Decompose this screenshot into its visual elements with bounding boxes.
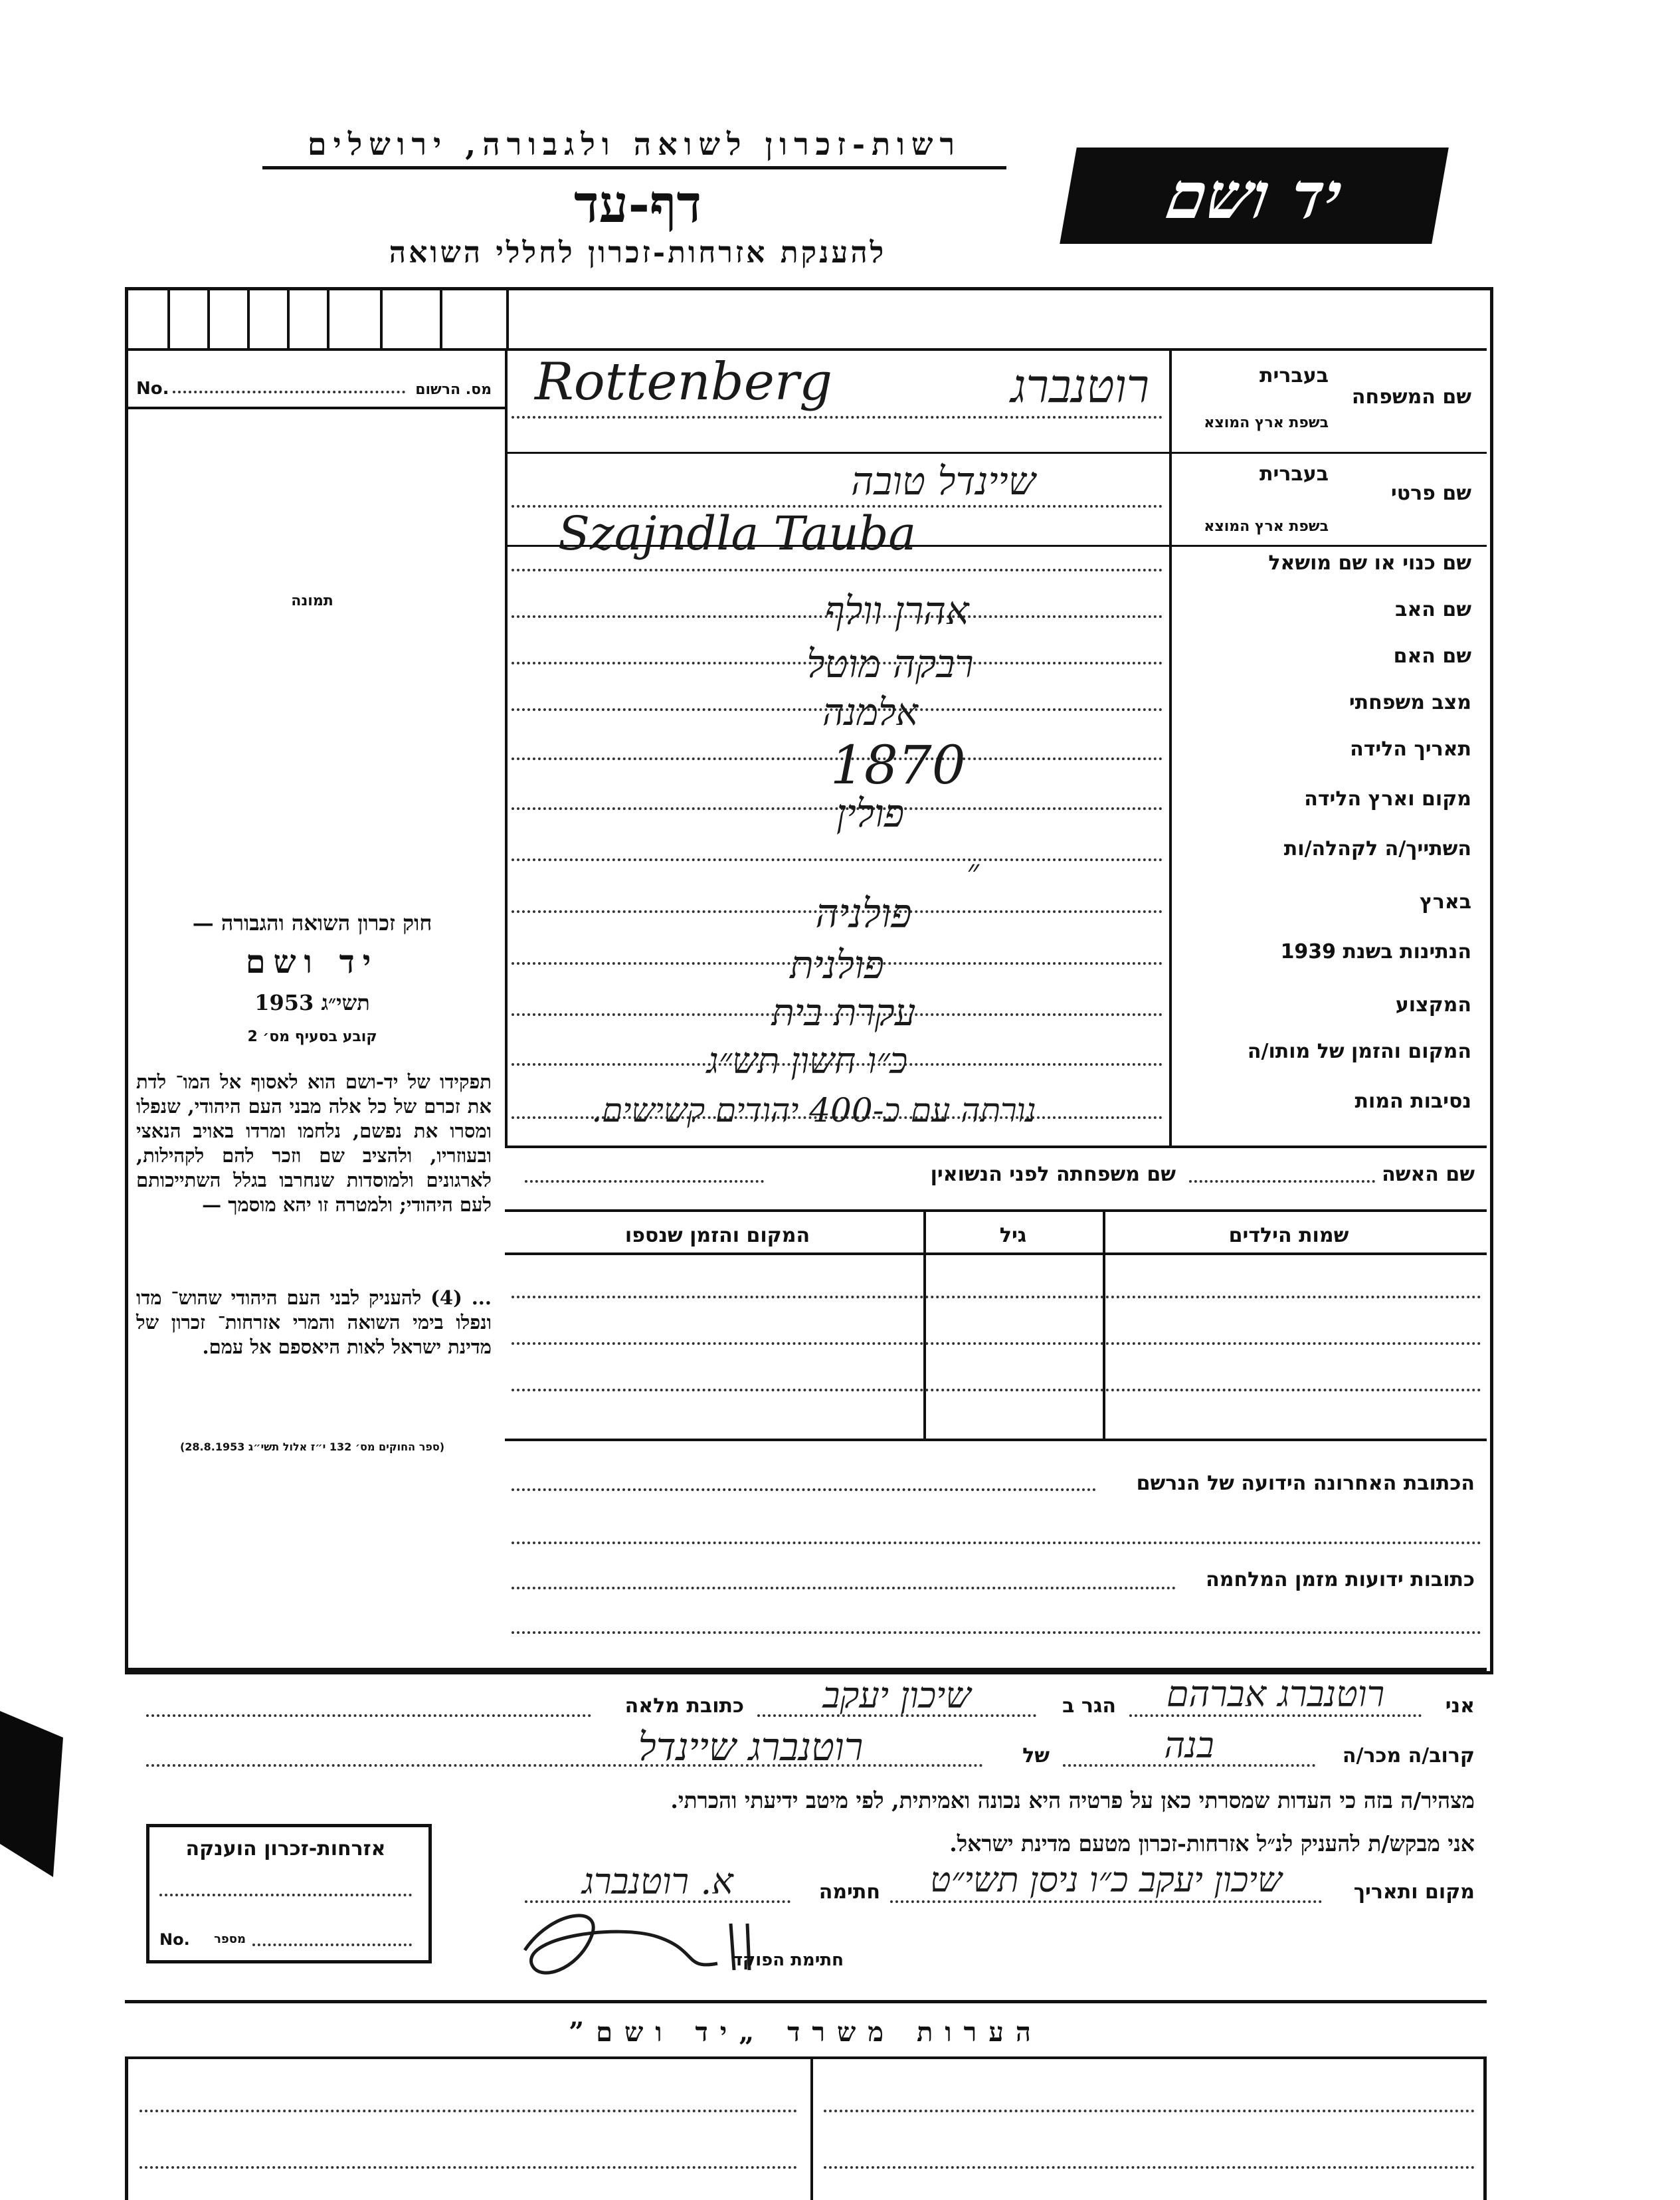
birth-place-value: פולין: [836, 791, 905, 836]
father-label: שם האב: [1395, 598, 1471, 621]
family-name-hebrew: רוטנברג: [1010, 359, 1149, 413]
declarant-resides-label: הגר ב: [1062, 1694, 1116, 1718]
birth-date-value: 1870: [830, 734, 966, 796]
wartime-address-label: כתובות ידועות מזמן המלחמה: [1206, 1568, 1475, 1591]
nationality-1939-label: הנתינות בשנת 1939: [1280, 940, 1471, 963]
community-value: ״: [967, 852, 979, 890]
office-notes-title: הערות משרד „יד ושם”: [569, 2017, 1043, 2048]
yad-vashem-logo: [1060, 148, 1449, 244]
place-date-value: שיכון יעקב כ״ו ניסן תשי״ט: [930, 1860, 1282, 1900]
form-title: דף-עד: [574, 174, 701, 235]
reg-no-latin: No.: [136, 379, 169, 399]
signature-value: א. רוטנברג: [582, 1860, 733, 1902]
photo-label: תמונה: [291, 593, 333, 609]
mother-label: שם האם: [1393, 645, 1471, 668]
marital-label: מצב משפחתי: [1349, 691, 1471, 714]
law-citation: (ספר החוקים מס׳ 132 י״ז אלול תשי״ג 28.8.1953): [179, 1441, 445, 1453]
birth-place-label: מקום וארץ הלידה: [1304, 787, 1471, 811]
children-header-age: גיל: [999, 1224, 1027, 1247]
death-place-value: כ״ו חשון תש״ג: [706, 1040, 908, 1082]
marital-value: אלמנה: [822, 691, 919, 734]
authority-title: רשות-זכרון לשואה ולגבורה, ירושלים: [262, 126, 1006, 169]
community-label: השתייך/ה לקהלה/ות: [1283, 837, 1471, 860]
of-label: של: [1022, 1744, 1050, 1767]
first-name-hebrew: שיינדל טובה: [851, 458, 1036, 504]
relation-value: בנה: [1164, 1724, 1214, 1766]
citizenship-box-no: No.: [159, 1930, 190, 1949]
signature-label: חתימה: [818, 1880, 880, 1904]
country-value: פולניה: [815, 890, 912, 937]
law-clause: קובע בסעיף מס׳ 2: [247, 1029, 377, 1045]
law-name: יד ושם: [245, 944, 379, 981]
declarant-city: שיכון יעקב: [822, 1674, 971, 1716]
birth-date-label: תאריך הלידה: [1350, 738, 1471, 761]
citizenship-box-title: אזרחות-זכרון הוענקה: [185, 1837, 386, 1860]
death-place-label: המקום והזמן של מותו/ה: [1247, 1040, 1471, 1063]
children-header-names: שמות הילדים: [1228, 1224, 1349, 1247]
nationality-1939-value: פולנית: [790, 942, 884, 987]
request-text: אני מבקש/ת להעניק לנ״ל אזרחות-זכרון מטעם מדינת ישראל.: [949, 1831, 1475, 1856]
death-circ-label: נסיבות המות: [1354, 1090, 1471, 1113]
relation-of-value: רוטנברג שיינדל: [638, 1724, 864, 1769]
law-title: חוק זכרון השואה והגבורה —: [192, 910, 432, 936]
registration-grid: [128, 290, 509, 351]
family-hebrew-label: בעברית: [1260, 364, 1329, 387]
children-header-place: המקום והזמן שנספו: [624, 1224, 810, 1247]
wife-maiden-label: שם משפחתה לפני הנשואין: [930, 1163, 1176, 1186]
law-text-1: תפקידו של יד-ושם הוא לאסוף אל המו־ לדת את זכרם של כל אלה מבני העם היהודי, שנפלו ומסרו את נפשם, נלחמו ומרדו באויב הנאצי ובעוזריו, ולהציב שם וזכר להם לקהילות, לארגונים ולמוסדות שנחרבו בגלל השתייכותם לעם היהודי; ולמטרה זו יהא מוסמך —: [136, 1070, 492, 1216]
officer-signature-scribble: [512, 1897, 791, 1990]
citizenship-box-number-label: מספר: [214, 1932, 246, 1946]
father-value: אהרן וולף: [824, 588, 969, 633]
family-origin-label: בשפת ארץ המוצא: [1204, 415, 1329, 431]
relative-label: קרוב/ה מכר/ה: [1342, 1744, 1475, 1767]
declaration-text: מצהיר/ה בזה כי העדות שמסרתי כאן על פרטיה היא נכונה ואמיתית, לפי מיטב ידיעתי והכרתי.: [670, 1787, 1475, 1813]
officer-signature-label: חתימת הפוקד: [732, 1950, 844, 1970]
mother-value: רבקה מוטל: [806, 641, 974, 686]
reg-no-label: מס. הרשום: [415, 381, 492, 398]
first-name-label: שם פרטי: [1390, 482, 1471, 505]
law-text-2: ... (4) להעניק לבני העם היהודי שהוש־ מדו ונפלו בימי השואה והמרי אזרחות־ זכרון של מדינת ישראל לאות היאספם אל עמם.: [136, 1286, 492, 1358]
profession-value: עקרת בית: [771, 991, 916, 1035]
family-name-latin: Rottenberg: [535, 352, 833, 412]
death-circ-value: נורתה עם כ-400 יהודים קשישים.: [591, 1091, 1036, 1130]
declarant-full-address-label: כתובת מלאה: [624, 1694, 744, 1718]
first-hebrew-label: בעברית: [1260, 462, 1329, 486]
last-address-label: הכתובת האחרונה הידועה של הנרשם: [1136, 1472, 1475, 1495]
first-name-latin: Szajndla Tauba: [558, 506, 917, 561]
form-subtitle: להענקת אזרחות-זכרון לחללי השואה: [389, 236, 887, 270]
binder-edge-mark: [0, 1711, 66, 1877]
declarant-i-label: אני: [1445, 1694, 1475, 1718]
family-name-label: שם המשפחה: [1351, 385, 1471, 409]
first-origin-label: בשפת ארץ המוצא: [1204, 518, 1329, 535]
law-year: תשי״ג 1953: [254, 990, 370, 1015]
declarant-name: רוטנברג אברהם: [1166, 1673, 1385, 1715]
place-date-label: מקום ותאריך: [1353, 1880, 1475, 1904]
nickname-label: שם כנוי או שם מושאל: [1268, 551, 1471, 575]
country-label: בארץ: [1419, 890, 1471, 914]
logo-text: יד ושם: [1161, 158, 1348, 233]
wife-label: שם האשה: [1382, 1163, 1475, 1186]
profession-label: המקצוע: [1395, 993, 1471, 1017]
